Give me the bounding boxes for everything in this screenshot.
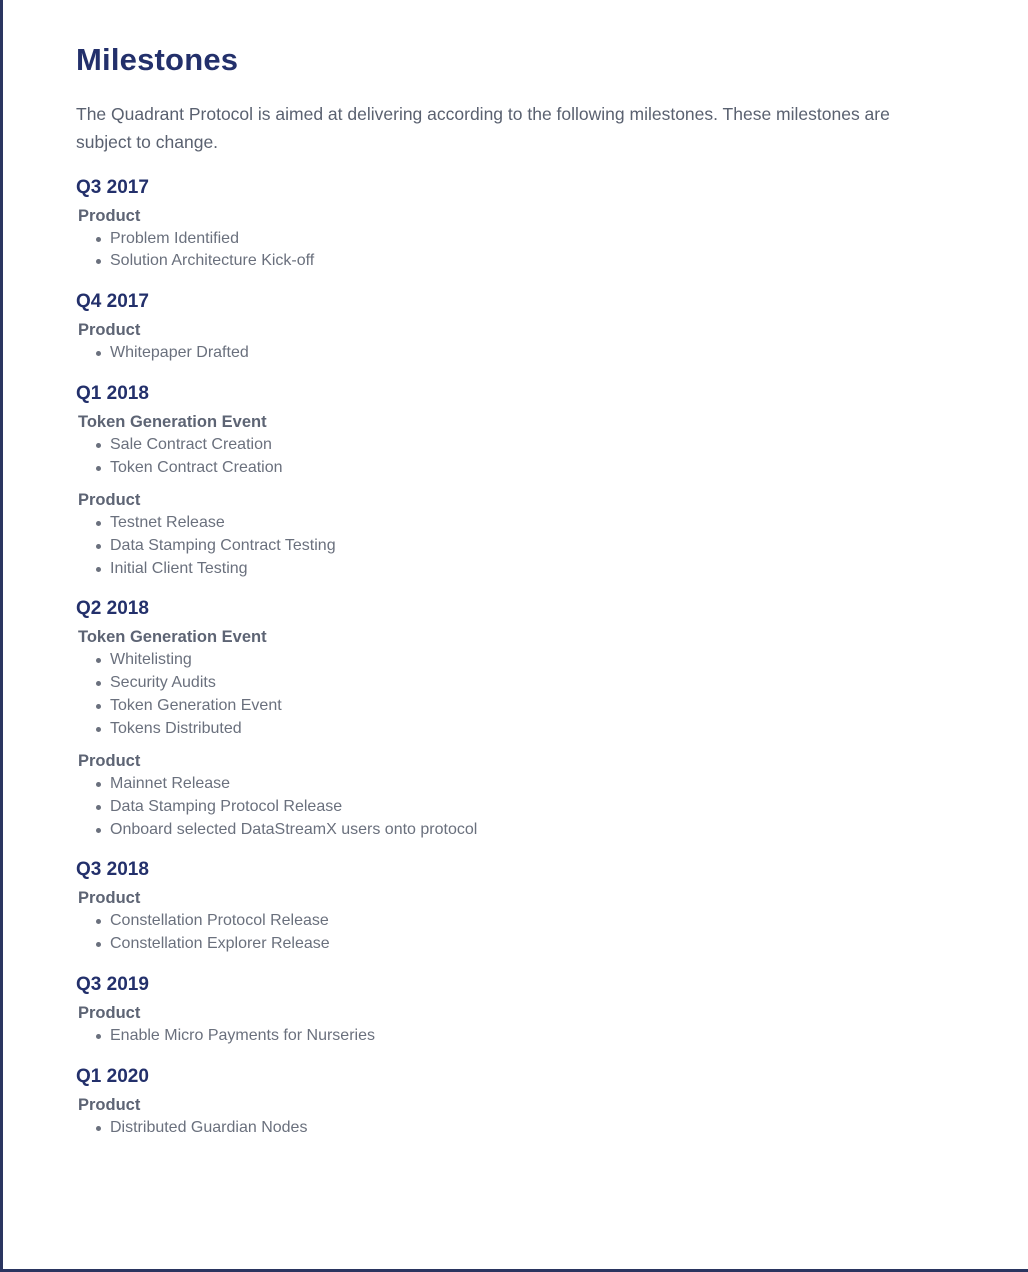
milestone-quarter (76, 1066, 968, 1140)
page-content (3, 0, 1028, 1139)
milestone-group (76, 1096, 968, 1140)
milestone-item-list (76, 1025, 968, 1048)
list-item: Onboard selected DataStreamX users onto protocol (110, 819, 968, 842)
list-item: Testnet Release (110, 512, 968, 535)
milestone-group (76, 752, 968, 841)
list-item: Distributed Guardian Nodes (110, 1117, 968, 1140)
group-heading: Product (78, 1095, 141, 1114)
quarter-heading: Q1 2020 (76, 1065, 149, 1087)
list-item: Mainnet Release (110, 773, 968, 796)
milestone-quarter (76, 859, 968, 955)
milestone-group (76, 413, 968, 479)
page-title: Milestones (76, 42, 239, 77)
list-item: Constellation Explorer Release (110, 933, 968, 956)
list-item: Enable Micro Payments for Nurseries (110, 1025, 968, 1048)
list-item: Initial Client Testing (110, 558, 968, 581)
milestone-item-list (76, 773, 968, 841)
milestone-quarter (76, 383, 968, 581)
quarter-heading: Q4 2017 (76, 291, 149, 313)
group-heading: Product (78, 206, 141, 225)
milestone-group (76, 889, 968, 955)
list-item: Constellation Protocol Release (110, 910, 968, 933)
milestone-item-list (76, 228, 968, 273)
list-item: Data Stamping Contract Testing (110, 535, 968, 558)
list-item: Problem Identified (110, 228, 968, 251)
milestone-group (76, 491, 968, 580)
milestone-quarter (76, 598, 968, 841)
group-heading: Product (78, 321, 141, 340)
list-item: Whitepaper Drafted (110, 342, 968, 365)
quarter-heading: Q2 2018 (76, 598, 149, 620)
group-heading: Product (78, 491, 141, 510)
milestone-group (76, 628, 968, 740)
list-item: Token Generation Event (110, 695, 968, 718)
milestone-quarter (76, 177, 968, 273)
group-heading: Token Generation Event (78, 412, 267, 431)
milestone-item-list (76, 342, 968, 365)
list-item: Data Stamping Protocol Release (110, 796, 968, 819)
group-heading: Product (78, 752, 141, 771)
milestone-item-list (76, 434, 968, 479)
list-item: Tokens Distributed (110, 718, 968, 741)
list-item: Sale Contract Creation (110, 434, 968, 457)
group-heading: Product (78, 1003, 141, 1022)
list-item: Whitelisting (110, 649, 968, 672)
milestone-item-list (76, 649, 968, 740)
milestone-item-list (76, 910, 968, 955)
intro-paragraph: The Quadrant Protocol is aimed at delivering according to the following milestones. These milestones are subject to change. (76, 104, 890, 153)
group-heading: Product (78, 889, 141, 908)
milestone-group (76, 321, 968, 365)
quarter-heading: Q3 2018 (76, 859, 149, 881)
milestone-quarter (76, 974, 968, 1048)
milestone-group (76, 207, 968, 273)
group-heading: Token Generation Event (78, 628, 267, 647)
quarter-heading: Q3 2017 (76, 176, 149, 198)
list-item: Solution Architecture Kick-off (110, 250, 968, 273)
quarter-heading: Q1 2018 (76, 382, 149, 404)
milestone-item-list (76, 1117, 968, 1140)
milestone-item-list (76, 512, 968, 580)
quarter-heading: Q3 2019 (76, 973, 149, 995)
milestones-list (76, 177, 968, 1140)
list-item: Security Audits (110, 672, 968, 695)
list-item: Token Contract Creation (110, 457, 968, 480)
milestone-quarter (76, 291, 968, 365)
milestone-group (76, 1004, 968, 1048)
